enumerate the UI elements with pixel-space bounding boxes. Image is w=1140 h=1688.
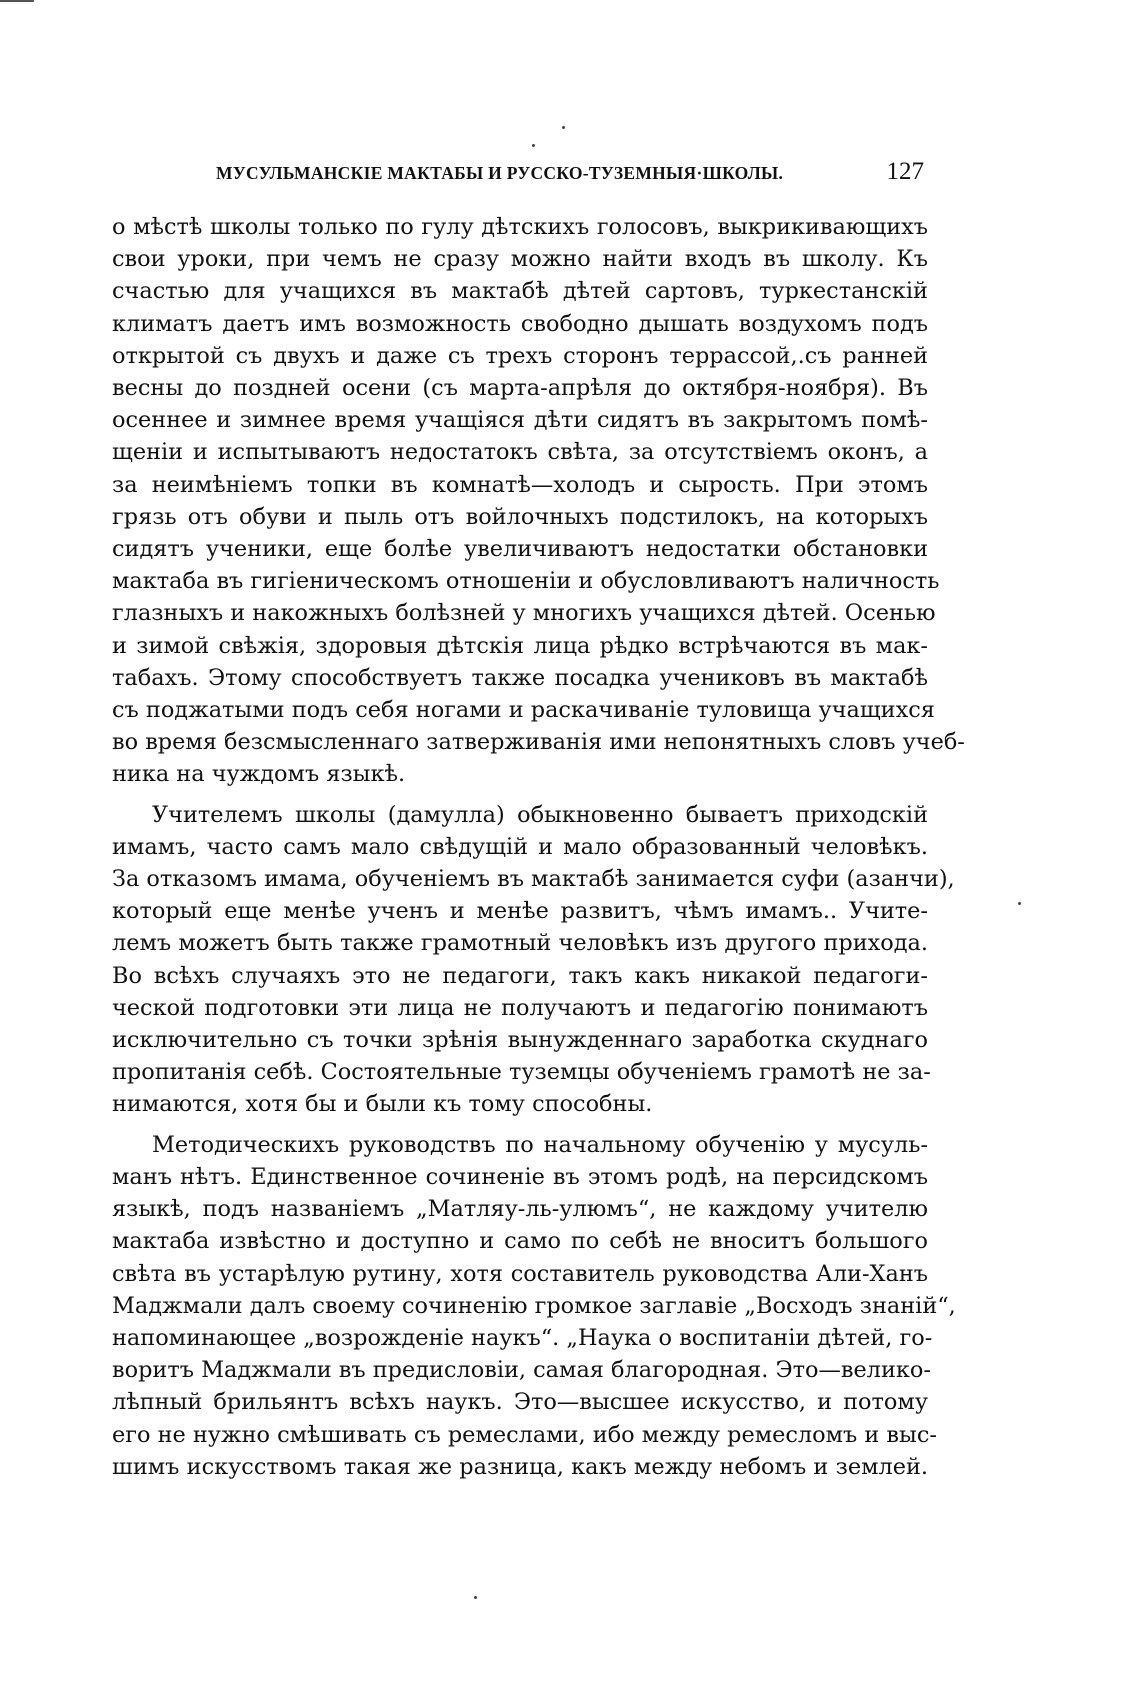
text-line: исключительно съ точки зрѣнія вынужденнаго заработка скуднаго <box>112 1027 928 1054</box>
text-line: шимъ искусствомъ такая же разница, какъ между небомъ и землей. <box>112 1453 928 1480</box>
text-line: во время безсмысленнаго затверживанія ими непонятныхъ словъ учеб- <box>112 729 965 756</box>
text-line: глазныхъ и накожныхъ болѣзней у многихъ учащихся дѣтей. Осенью <box>112 600 936 627</box>
text-line: Маджмали далъ своему сочиненію громкое заглавіе „Восходъ знаній“, <box>112 1292 956 1319</box>
text-line: ника на чуждомъ языкѣ. <box>112 761 406 788</box>
text-line: который еще менѣе ученъ и менѣе развитъ, чѣмъ имамъ.. Учите- <box>112 898 928 925</box>
text-line: воритъ Маджмали въ предисловіи, самая благородная. Это—велико- <box>112 1357 931 1384</box>
paragraph <box>112 799 955 1121</box>
ink-speck <box>1018 902 1021 905</box>
ink-speck <box>562 126 565 129</box>
text-line: открытой съ двухъ и даже съ трехъ сторонъ террассой,.съ ранней <box>112 342 928 369</box>
text-line: Во всѣхъ случаяхъ это не педагоги, такъ какъ никакой педагоги- <box>112 962 928 989</box>
text-line: свѣта въ устарѣлую рутину, хотя составитель руководства Али-Ханъ <box>112 1260 928 1287</box>
text-line: весны до поздней осени (съ марта-апрѣля до октября-ноября). Въ <box>112 375 928 402</box>
text-line: за неимѣніемъ топки въ комнатѣ—холодъ и сырость. При этомъ <box>112 471 928 498</box>
text-line: За отказомъ имама, обученіемъ въ мактабѣ занимается суфи (азанчи), <box>112 866 955 893</box>
text-line: Учителемъ школы (дамулла) обыкновенно бываетъ приходскій <box>152 801 928 828</box>
text-line: щеніи и испытываютъ недостатокъ свѣта, за отсутствіемъ оконъ, а <box>112 439 928 466</box>
running-header <box>112 158 924 186</box>
text-line: манъ нѣтъ. Единственное сочиненіе въ этомъ родѣ, на персидскомъ <box>112 1163 928 1190</box>
text-line: сидятъ ученики, еще болѣе увеличиваютъ недостатки обстановки <box>112 536 928 563</box>
scan-edge-mark <box>0 0 34 2</box>
paragraph <box>112 211 965 791</box>
text-line: Методическихъ руководствъ по начальному обученію у мусуль- <box>152 1131 928 1158</box>
page-body <box>112 211 965 1491</box>
paragraph <box>112 1129 956 1483</box>
text-line: грязь отъ обуви и пыль отъ войлочныхъ подстилокъ, на которыхъ <box>112 503 928 530</box>
text-line: мактаба извѣстно и доступно и само по себѣ не вноситъ большого <box>112 1228 928 1255</box>
text-line: свои уроки, при чемъ не сразу можно найти входъ въ школу. Къ <box>112 246 928 273</box>
text-line: табахъ. Этому способствуетъ также посадка учениковъ въ мактабѣ <box>112 664 928 691</box>
text-line: языкѣ, подъ названіемъ „Матляу-ль-улюмъ“, не каждому учителю <box>112 1196 928 1223</box>
text-line: его не нужно смѣшивать съ ремеслами, ибо между ремесломъ и выс- <box>112 1421 937 1448</box>
running-title: МУСУЛЬМАНСКІЕ МАКТАБЫ И РУССКО-ТУЗЕМНЫЯ·ШКОЛЫ. <box>216 163 784 183</box>
text-line: съ поджатыми подъ себя ногами и раскачиваніе туловища учащихся <box>112 697 935 724</box>
text-line: лѣпный брильянтъ всѣхъ наукъ. Это—высшее искусство, и потому <box>112 1389 928 1416</box>
text-line: осеннее и зимнее время учащіяся дѣти сидятъ въ закрытомъ помѣ- <box>112 407 928 434</box>
text-line: имамъ, часто самъ мало свѣдущій и мало образованный человѣкъ. <box>112 833 928 860</box>
text-line: ческой подготовки эти лица не получаютъ и педагогію понимаютъ <box>112 994 928 1021</box>
text-line: пропитанія себѣ. Состоятельные туземцы обученіемъ грамотѣ не за- <box>112 1059 931 1086</box>
text-line: мактаба въ гигіеническомъ отношеніи и обусловливаютъ наличность <box>112 568 940 595</box>
text-line: лемъ можетъ быть также грамотный человѣкъ изъ другого прихода. <box>112 930 928 957</box>
text-line: и зимой свѣжія, здоровыя дѣтскія лица рѣдко встрѣчаются въ мак- <box>112 632 928 659</box>
text-line: климатъ даетъ имъ возможность свободно дышать воздухомъ подъ <box>112 310 928 337</box>
ink-speck <box>474 1596 477 1599</box>
ink-speck <box>532 144 535 147</box>
text-line: о мѣстѣ школы только по гулу дѣтскихъ голосовъ, выкрикивающихъ <box>112 214 928 240</box>
text-line: счастью для учащихся въ мактабѣ дѣтей сартовъ, туркестанскій <box>112 278 928 305</box>
text-line: нимаются, хотя бы и были къ тому способны. <box>112 1091 653 1118</box>
page-number: 127 <box>886 158 924 185</box>
text-line: напоминающее „возрожденіе наукъ“. „Наука о воспитаніи дѣтей, го- <box>112 1324 933 1351</box>
